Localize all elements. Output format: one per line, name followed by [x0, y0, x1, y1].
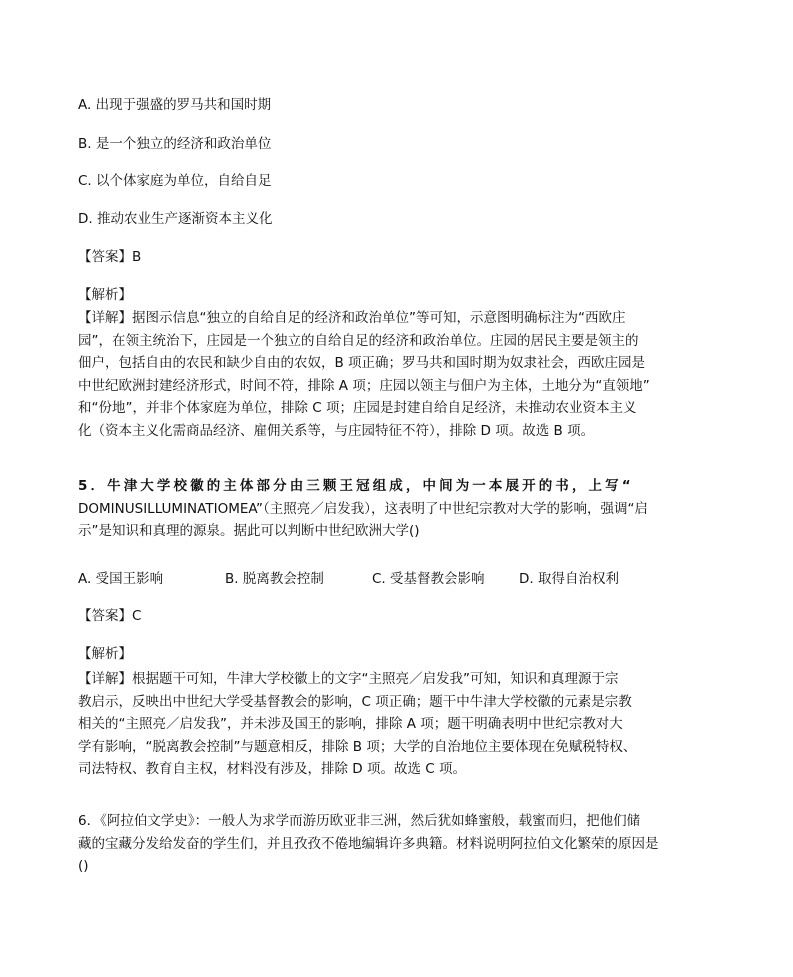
- q4-analysis-line: 化（资本主义化需商品经济、雇佣关系等，与庄园特征不符），排除 D 项。故选 B 项。: [78, 422, 595, 439]
- q4-analysis-title: 【解析】: [78, 287, 132, 303]
- q5-analysis-line: 相关的“主照亮／启发我”，并未涉及国王的影响，排除 A 项；题干明确表明中世纪宗教对大: [78, 716, 623, 733]
- q6-stem-line: 藏的宝藏分发给发奋的学生们，并且孜孜不倦地编辑许多典籍。材料说明阿拉伯文化繁荣的原因是: [78, 835, 659, 852]
- q5-stem-line: 示”是知识和真理的源泉。据此可以判断中世纪欧洲大学(): [78, 523, 420, 540]
- q5-option-c: C. 受基督教会影响: [372, 571, 485, 587]
- q4-analysis-body: [78, 307, 678, 443]
- q4-option-a: A. 出现于强盛的罗马共和国时期: [78, 97, 272, 113]
- q6-stem: [78, 810, 678, 878]
- q5-answer: 【答案】C: [78, 608, 142, 624]
- q4-analysis-line: 佃户，包括自由的农民和缺少自由的农奴，B 项正确；罗马共和国时期为奴隶社会，西欧庄园是: [78, 355, 646, 372]
- q4-analysis-line: 【详解】据图示信息“独立的自给自足的经济和政治单位”等可知，示意图明确标注为“西欧庄: [78, 310, 626, 326]
- q4-analysis-line: 园”，在领主统治下，庄园是一个独立的自给自足的经济和政治单位。庄园的居民主要是领主的: [78, 332, 639, 349]
- q5-analysis-line: 【详解】根据题干可知，牛津大学校徽上的文字“主照亮／启发我”可知，知识和真理源于宗: [78, 671, 619, 687]
- q5-analysis-body: [78, 668, 678, 781]
- q5-stem-line: 5．牛津大学校徽的主体部分由三颗王冠组成，中间为一本展开的书，上写“: [78, 478, 634, 494]
- q5-stem-line: DOMINUSILLUMINATIOMEA”（主照亮／启发我），这表明了中世纪宗教对大学的影响，强调“启: [78, 500, 648, 517]
- q5-stem: [78, 475, 678, 543]
- q6-stem-line: 6．《阿拉伯文学史》：一般人为求学而游历欧亚非三洲，然后犹如蜂蜜般，载蜜而归，把他们储: [78, 813, 641, 829]
- q4-analysis-line: 和“份地”，并非个体家庭为单位，排除 C 项；庄园是封建自给自足经济，未推动农业资本主义: [78, 400, 637, 417]
- q5-option-d: D. 取得自治权利: [519, 571, 619, 587]
- q5-analysis-title: 【解析】: [78, 646, 132, 662]
- q5-analysis-line: 教启示，反映出中世纪大学受基督教会的影响，C 项正确；题干中牛津大学校徽的元素是宗教: [78, 693, 632, 710]
- q5-options-row: [78, 570, 678, 588]
- q4-analysis-line: 中世纪欧洲封建经济形式，时间不符，排除 A 项；庄园以领主与佃户为主体，土地分为“直领地”: [78, 377, 650, 394]
- q5-option-b: B. 脱离教会控制: [225, 571, 324, 587]
- q6-stem-line: (): [78, 858, 89, 875]
- q4-option-c: C. 以个体家庭为单位，自给自足: [78, 173, 272, 189]
- q5-option-a: A. 受国王影响: [78, 571, 164, 587]
- q4-option-d: D. 推动农业生产逐渐资本主义化: [78, 211, 273, 227]
- q4-option-b: B. 是一个独立的经济和政治单位: [78, 136, 272, 152]
- q4-answer: 【答案】B: [78, 249, 142, 265]
- q5-analysis-line: 司法特权、教育自主权，材料没有涉及，排除 D 项。故选 C 项。: [78, 761, 466, 778]
- q5-analysis-line: 学有影响，“脱离教会控制”与题意相反，排除 B 项；大学的自治地位主要体现在免赋税特权、: [78, 738, 637, 755]
